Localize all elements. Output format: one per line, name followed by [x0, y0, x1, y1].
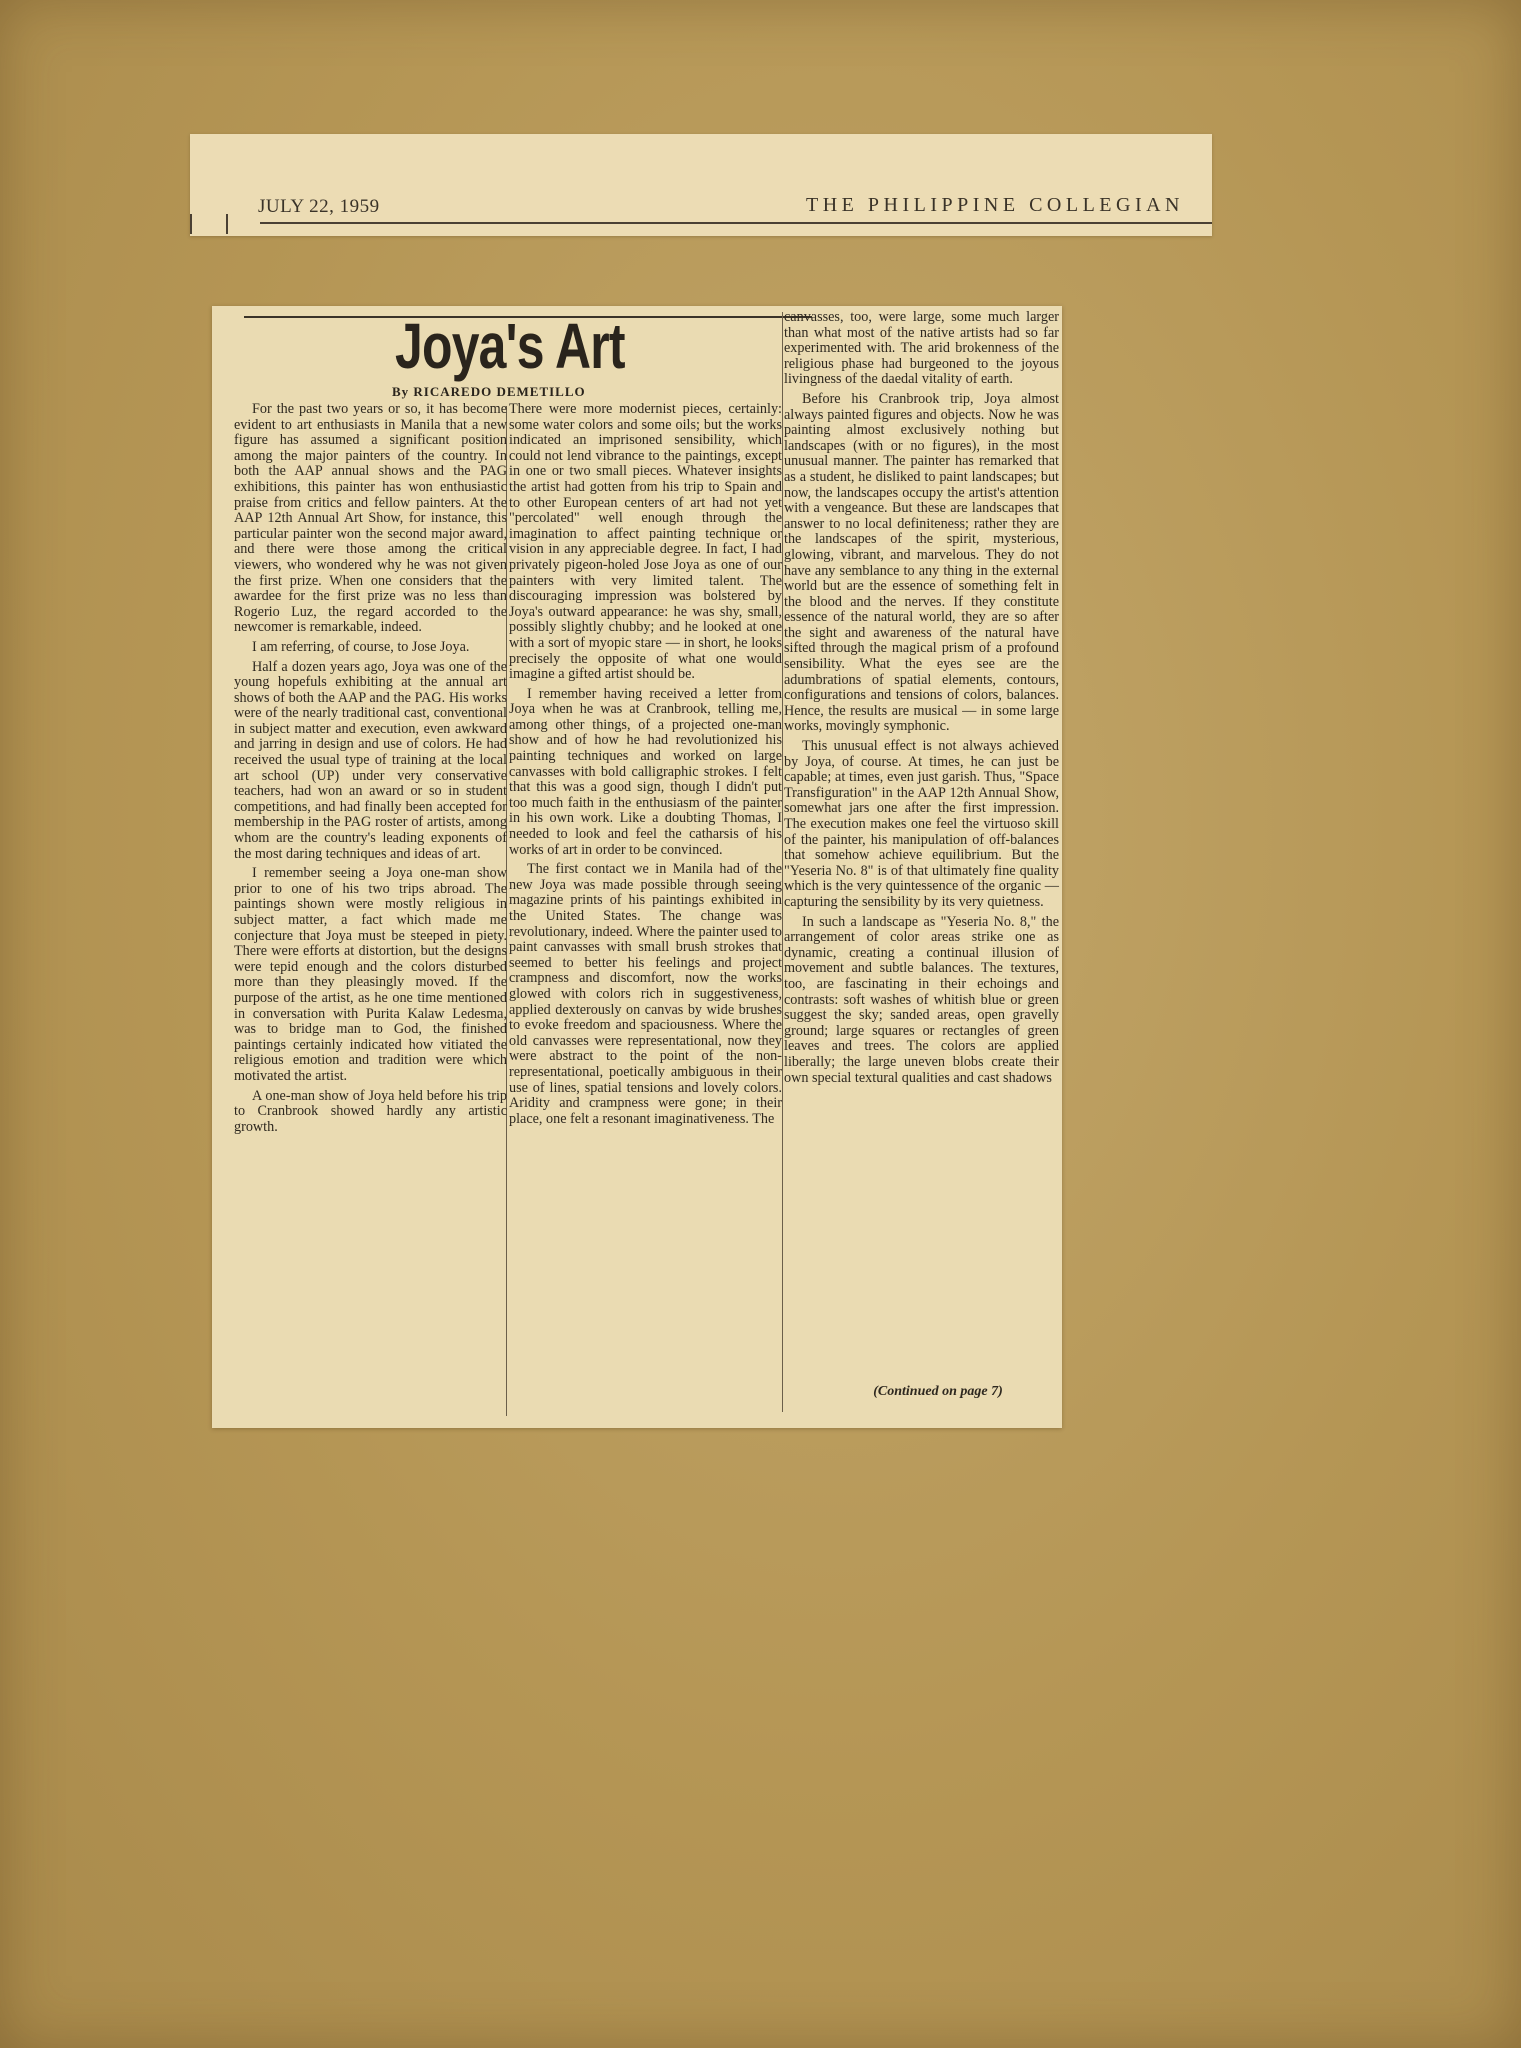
masthead-rule-mark	[190, 214, 192, 234]
article-clipping	[212, 306, 1062, 1428]
paragraph: The first contact we in Manila had of the new Joya was made possible through seeing magazine prints of his paintings exhibited in the United States. The change was revolutionary, indeed. Where the painter used to paint canvasses with small brush strokes that seemed to better his feelings and project crampness and discomfort, now the works glowed with colors rich in suggestiveness, applied dexterously on canvas by wide brushes to evoke freedom and spaciousness. Where the old canvasses were representational, now they were abstract to the point of the non-representational, poetically ambiguous in their use of lines, spatial tensions and lovely colors. Aridity and crampness were gone; in their place, one felt a resonant imaginativeness. The	[509, 861, 783, 1127]
masthead-clipping	[190, 134, 1212, 236]
masthead-paper-name: THE PHILIPPINE COLLEGIAN	[806, 194, 1184, 216]
article-headline: Joya's Art	[395, 310, 625, 382]
article-column-2	[509, 402, 782, 1420]
masthead-date: JULY 22, 1959	[258, 196, 380, 217]
article-byline: By RICAREDO DEMETILLO	[392, 384, 586, 399]
paragraph: I remember having received a letter from Joya when he was at Cranbrook, telling me, among other things, of a projected one-man show and of how he had revolutionized his painting techniques and worked on large canvasses with bold calligraphic strokes. I felt that this was a good sign, though I didn't put too much faith in the enthusiasm of the painter in his own work. Like a doubting Thomas, I needed to look and feel the catharsis of his works of art in order to be convinced.	[509, 685, 782, 858]
paragraph: In such a landscape as "Yeseria No. 8," the arrangement of color areas strike one as dynamic, creating a continual illusion of movement and subtle balances. The textures, too, are fascinating in their echoings and contrasts: soft washes of whitish blue or green suggest the sky; sanded areas, open gravelly ground; large squares or rectangles of green leaves and trees. The colors are applied liberally; the large uneven blobs create their own special textural qualities and cast shadows	[784, 913, 1059, 1086]
paragraph: I am referring, of course, to Jose Joya.	[252, 638, 470, 655]
paragraph: canvasses, too, were large, some much larger than what most of the native artists had so far experimented with. The arid brokenness of the religious phase had burgeoned to the joyous livingness of the daedal vitality of earth.	[784, 309, 1059, 388]
column-divider	[782, 312, 783, 1412]
paragraph: Half a dozen years ago, Joya was one of the young hopefuls exhibiting at the annual art shows of both the AAP and the PAG. His works were of the nearly traditional cast, conventional in subject matter and execution, even awkward and jarring in design and use of colors. He had received the usual type of training at the local art school (UP) under very conservative teachers, had won an award or so in student competitions, and had finally been accepted for membership in the PAG roster of artists, among whom are the country's leading exponents of the most daring techniques and ideas of art.	[234, 658, 507, 862]
paragraph: This unusual effect is not always achieved by Joya, of course. At times, he can just be capable; at times, even just garish. Thus, "Space Transfiguration" in the AAP 12th Annual Show, somewhat jars one after the first impression. The execution makes one feel the virtuoso skill of the painter, his manipulation of off-balances that somehow achieve equilibrium. But the "Yeseria No. 8" is of that ultimately fine quality which is the very quintessence of the organic — capturing the sensibility by its very quietness.	[784, 738, 1059, 910]
paragraph: There were more modernist pieces, certainly: some water colors and some oils; but the works indicated an imprisoned sensibility, which could not lend vibrance to the paintings, except in one or two small pieces. Whatever insights the artist had gotten from his trip to Spain and to other European centers of art had not yet "percolated" well enough through the imagination to affect painting technique or vision in any appreciable degree. In fact, I had privately pigeon-holed Jose Joya as one of our painters with very limited talent. The discouraging impression was bolstered by Joya's outward appearance: he was shy, small, possibly slightly chubby; and he looked at one with a sort of myopic stare — in short, he looks precisely the opposite of what one would imagine a gifted artist should be.	[509, 401, 782, 683]
article-column-3	[784, 310, 1059, 1388]
masthead-rule	[260, 222, 1212, 224]
paragraph: A one-man show of Joya held before his trip to Cranbrook showed hardly any artistic growth.	[234, 1087, 507, 1135]
masthead-rule-mark	[226, 214, 228, 234]
continuation-note: (Continued on page 7)	[873, 1384, 1003, 1399]
article-column-1	[234, 402, 507, 1412]
paragraph: I remember seeing a Joya one-man show prior to one of his two trips abroad. The paintings shown were mostly religious in subject matter, a fact which made me conjecture that Joya must be steeped in piety. There were efforts at distortion, but the designs were tepid enough and the colors disturbed more than they pleasingly moved. If the purpose of the artist, as he one time mentioned in conversation with Purita Kalaw Ledesma, was to bridge man to God, the finished paintings certainly indicated how vitiated the religious emotion and tradition were which motivated the artist.	[234, 865, 507, 1084]
paragraph: Before his Cranbrook trip, Joya almost always painted figures and objects. Now he was painting almost exclusively nothing but landscapes (with or no figures), in the most unusual manner. The painter has remarked that as a student, he disliked to paint landscapes; but now, the landscapes occupy the artist's attention with a vengeance. But these are landscapes that answer to no local definiteness; rather they are the landscapes of the spirit, mysterious, glowing, vibrant, and marvelous. They do not have any semblance to any thing in the external world but are the essence of something felt in the blood and the nerves. If they constitute essence of the natural world, they are so after the sight and awareness of the natural have sifted through the magical prism of a profound sensibility. What the eyes see are the adumbrations of spatial elements, contours, configurations and tensions of colors, balances. Hence, the results are musical — in some large works, movingly symphonic.	[784, 390, 1059, 735]
paragraph: For the past two years or so, it has become evident to art enthusiasts in Manila that a new figure has assumed a significant position among the major painters of the country. In both the AAP annual shows and the PAG exhibitions, this painter has won enthusiastic praise from critics and fellow painters. At the AAP 12th Annual Art Show, for instance, this particular painter won the second major award, and there were those among the critical viewers, who wondered why he was not given the first prize. When one considers that the awardee for the first prize was no less than Rogerio Luz, the regard accorded to the newcomer is remarkable, indeed.	[234, 401, 507, 636]
